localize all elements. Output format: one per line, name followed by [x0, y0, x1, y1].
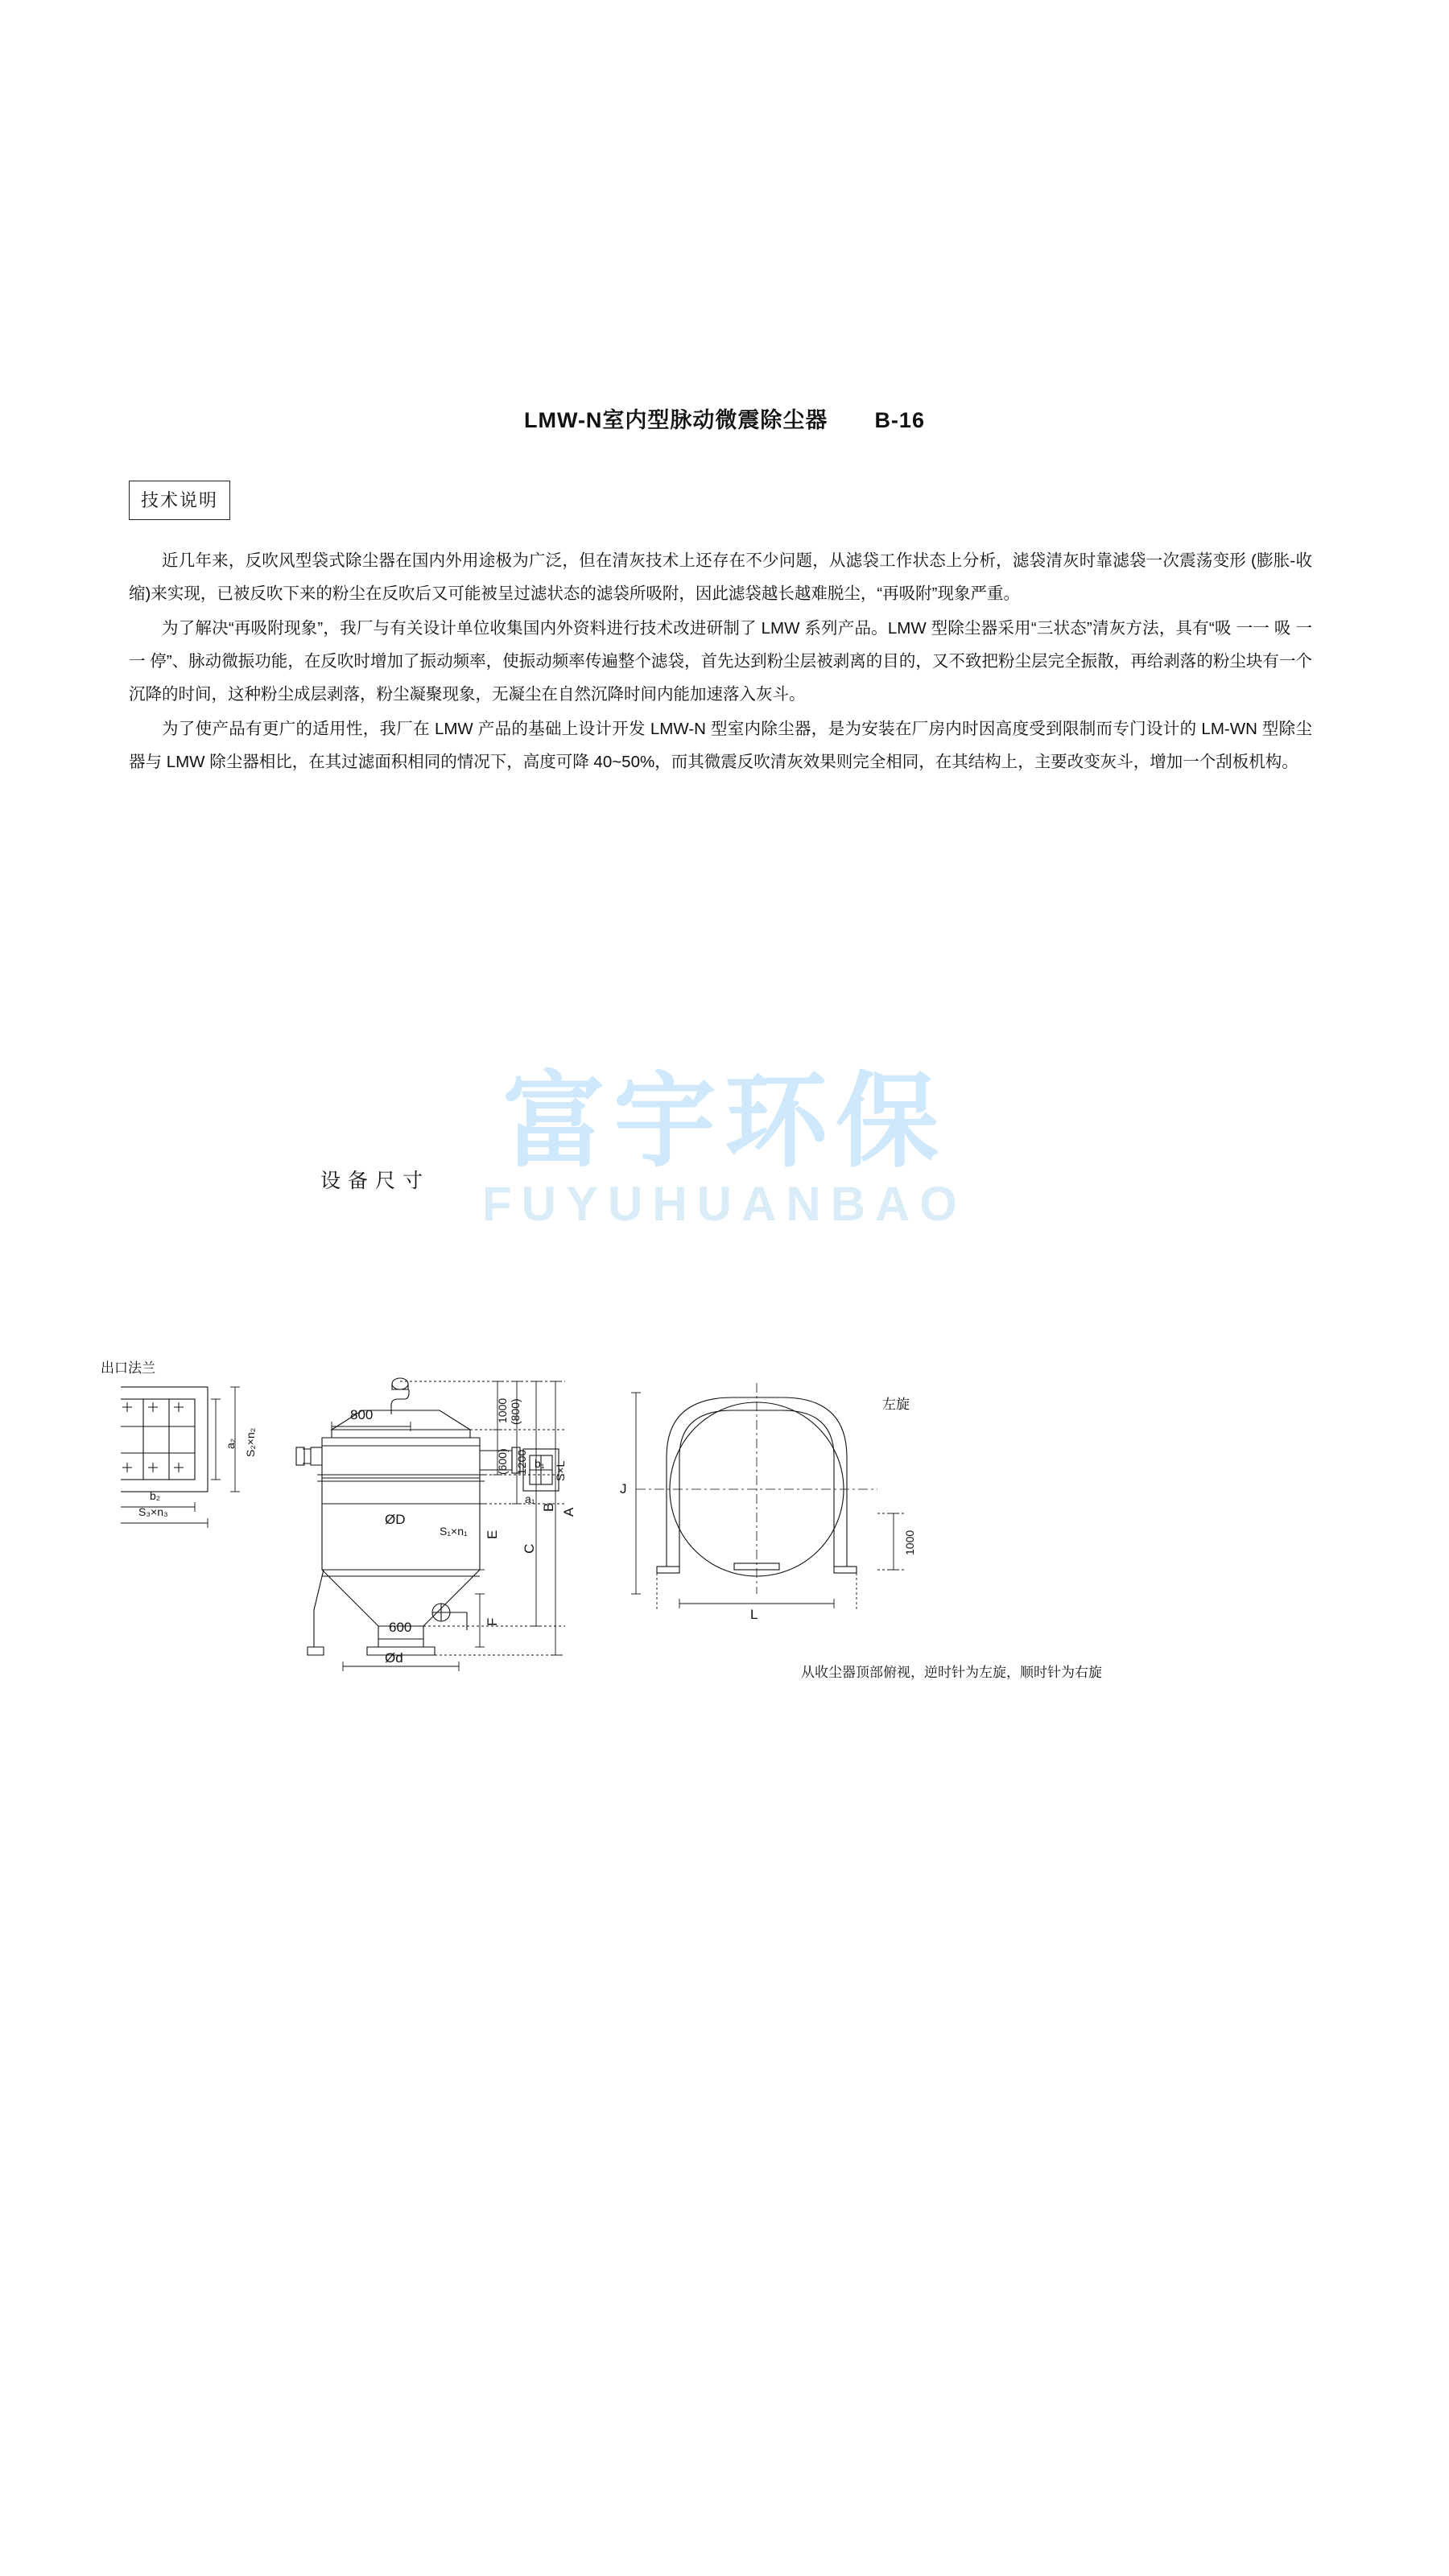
flange-a2-label: a₂	[224, 1438, 237, 1449]
dim-600-paren-label: (600)	[496, 1448, 509, 1475]
flange-b2-label: b₂	[150, 1489, 161, 1502]
dim-L-label: L	[750, 1607, 758, 1622]
a1-label: a₁	[525, 1492, 535, 1505]
sxl-label: S×L	[554, 1460, 567, 1481]
flange-title-label: 出口法兰	[101, 1360, 155, 1376]
page-title	[0, 402, 1449, 434]
s1n1-label: S₁×n₁	[440, 1525, 468, 1538]
top-view	[636, 1383, 877, 1594]
paragraph-2: 为了解决“再吸附现象”，我厂与有关设计单位收集国内外资料进行技术改进研制了 LMW 系列产品。LMW 型除尘器采用“三状态”清灰方法，具有“吸 一一 吸 一一 停”、脉动微振功能，在反吹时增加了振动频率，使振动频率传遍整个滤袋，首先达到粉尘层被剥离的目的，又不致把粉尘层完全振散，再给剥落的粉尘块有一个沉降的时间，这种粉尘成层剥落，粉尘凝聚现象，无凝尘在自然沉降时间内能加速落入灰斗。	[129, 619, 1312, 704]
flange-s2-label: S₂×n₂	[244, 1427, 257, 1457]
right-1000-label: 1000	[903, 1530, 916, 1555]
page-code: B-16	[874, 408, 925, 432]
b1-label: b₁	[535, 1457, 545, 1470]
dim-B-label: B	[541, 1502, 556, 1512]
drawing-svg	[121, 1191, 1344, 1690]
dim-C-label: C	[522, 1543, 537, 1554]
dim-1000-label: 1000	[496, 1397, 509, 1423]
flange-bolt-holes	[122, 1402, 184, 1472]
page-title-text: LMW-N室内型脉动微震除尘器	[524, 408, 828, 432]
dim-J-label: J	[620, 1481, 627, 1496]
dia-D-label: ØD	[385, 1512, 406, 1527]
section-badge: 技术说明	[129, 481, 230, 520]
dim-A-label: A	[561, 1507, 576, 1517]
top-view-caption: 从收尘器顶部俯视，逆时针为左旋，顺时针为右旋	[801, 1665, 1102, 1680]
dia-d-label: Ød	[385, 1650, 403, 1666]
dim-600-label: 600	[389, 1620, 412, 1635]
technical-drawing	[101, 1191, 1344, 1690]
watermark-english: FUYUHUANBAO	[482, 1177, 967, 1231]
paragraph-3: 为了使产品有更广的适用性，我厂在 LMW 产品的基础上设计开发 LMW-N 型室内除尘器，是为安装在厂房内时因高度受到限制而专门设计的 LM-WN 型除尘器与 LMW 除尘器相比，在其过滤面积相同的情况下，高度可降 40~50%，而其微震反吹清灰效果则完全相同，在其结构上，主要改变灰斗，增加一个刮板机构。	[129, 720, 1312, 771]
watermark-chinese: 富宇环保	[502, 1062, 947, 1182]
dim-800-paren-label: (800)	[509, 1398, 522, 1425]
flange-s3-label: S₃×n₃	[138, 1505, 168, 1518]
paragraph-1: 近几年来，反吹风型袋式除尘器在国内外用途极为广泛，但在清灰技术上还存在不少问题，从滤袋工作状态上分析，滤袋清灰时靠滤袋一次震荡变形 (膨胀-收缩)来实现，已被反吹下来的粉尘在反吹后又可能被呈过滤状态的滤袋所吸附，因此滤袋越长越难脱尘，“再吸附”现象严重。	[129, 551, 1312, 603]
body-text	[129, 544, 1312, 780]
dim-F-label: F	[485, 1617, 500, 1626]
top-view-dimension-lines	[631, 1393, 906, 1610]
rotation-label: 左旋	[882, 1397, 910, 1412]
dim-800-label: 800	[350, 1407, 374, 1422]
dim-1200-label: 1200	[515, 1449, 528, 1475]
dim-E-label: E	[485, 1530, 500, 1539]
dimensions-heading: 设备尺寸	[320, 1170, 431, 1192]
